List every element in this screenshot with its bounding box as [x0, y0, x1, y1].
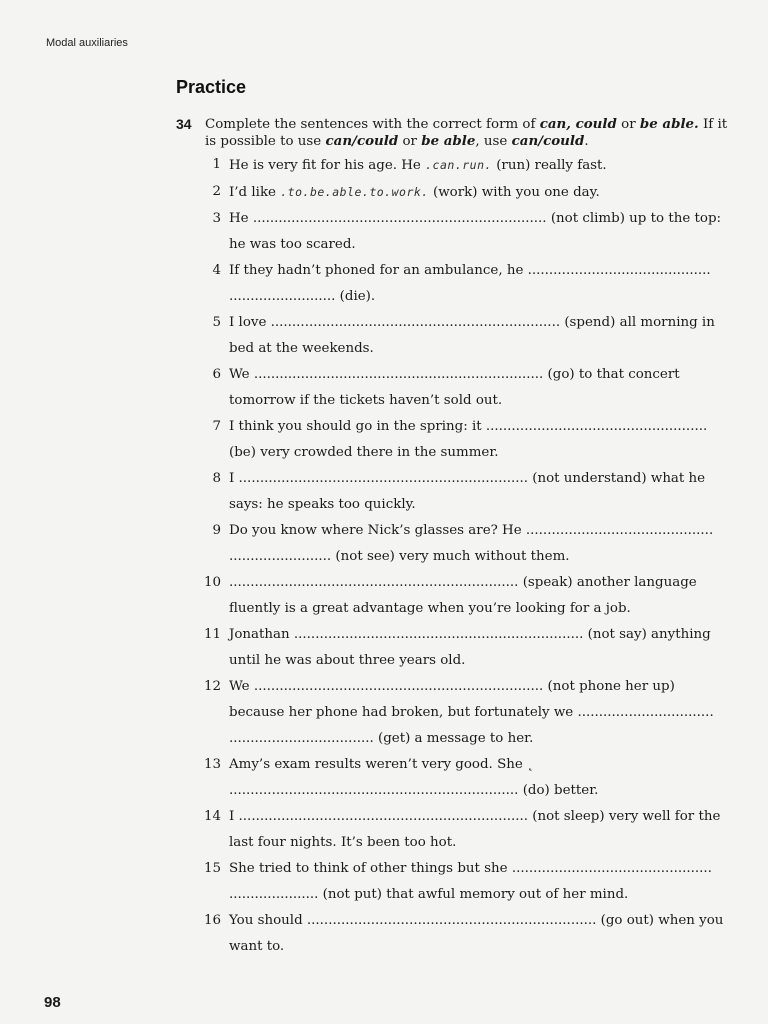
exercise-item: [203, 674, 725, 752]
running-head: Modal auxiliaries: [46, 37, 128, 49]
item-number: 9: [212, 523, 221, 538]
instruction-emphasis: can/could: [325, 133, 399, 149]
item-text: I .................................................................... (not sleep) very well for the last four nights. It’s been too hot.: [229, 809, 721, 850]
item-text: I’d like: [229, 185, 281, 200]
item-text: We .................................................................... (go) to that concert tomorrow if the tickets haven’t sold out.: [229, 367, 680, 408]
instruction-emphasis: be able: [421, 133, 476, 149]
item-number: 13: [203, 757, 221, 772]
exercise-instruction: [205, 116, 735, 150]
instruction-text: If it is possible to use: [205, 117, 728, 149]
instruction-text: , use: [475, 134, 512, 149]
exercise-item: [203, 570, 725, 622]
exercise-item: [203, 622, 725, 674]
item-text: Jonathan .................................................................... (not say) anything until he was about three years old.: [229, 627, 711, 668]
filled-answer: .to.be.able.to.work.: [280, 185, 429, 199]
item-text: Do you know where Nick’s glasses are? He ............................................ ........................ (not see) very much without them.: [229, 523, 714, 564]
item-text: I .................................................................... (not understand) what he says: he speaks too quickly.: [229, 471, 706, 512]
item-text: She tried to think of other things but she ............................................... ..................... (not put) that awful memory out of her mind.: [229, 861, 712, 902]
item-text: He ..................................................................... (not climb) up to the top: he was too scared.: [229, 211, 722, 252]
exercise-item: [212, 518, 725, 570]
item-text: If they hadn’t phoned for an ambulance, he ........................................... ......................... (die).: [229, 263, 711, 304]
instruction-emphasis: can/could: [511, 133, 585, 149]
item-number: 8: [212, 471, 221, 486]
exercise-item: [212, 152, 725, 179]
exercise-item: [212, 414, 725, 466]
item-number: 15: [203, 861, 221, 876]
item-text: I love .................................................................... (spend) all morning in bed at the weekends.: [229, 315, 715, 356]
exercise-item: [203, 804, 725, 856]
instruction-emphasis: can, could: [539, 116, 617, 132]
filled-answer: .can.run.: [425, 158, 492, 172]
exercise-item: [212, 179, 725, 206]
section-title: Practice: [176, 77, 247, 97]
item-text: (work) with you one day.: [428, 185, 600, 200]
item-number: 16: [203, 913, 221, 928]
exercise: [176, 116, 736, 960]
instruction-emphasis: be able.: [639, 116, 699, 132]
exercise-item: [212, 466, 725, 518]
item-text: He is very fit for his age. He: [229, 158, 426, 173]
item-number: 4: [212, 263, 221, 278]
page-number: 98: [44, 994, 61, 1011]
item-text: Amy’s exam results weren’t very good. She ˛ .................................................................... (do) better.: [229, 757, 599, 798]
exercise-item: [203, 908, 725, 960]
item-text: .................................................................... (speak) another language fluently is a great advantage when you’re looking for a job.: [229, 575, 697, 616]
item-text: (run) really fast.: [491, 158, 607, 173]
item-number: 3: [212, 211, 221, 226]
item-number: 10: [203, 575, 221, 590]
item-number: 14: [203, 809, 221, 824]
item-text: I think you should go in the spring: it .................................................... (be) very crowded there in the summer.: [229, 419, 708, 460]
instruction-text: .: [584, 134, 589, 149]
exercise-item: [212, 258, 725, 310]
item-text: You should .................................................................... (go out) when you want to.: [229, 913, 724, 954]
item-number: 1: [212, 157, 221, 172]
instruction-text: or: [616, 117, 640, 132]
instruction-text: or: [398, 134, 422, 149]
exercise-number: 34: [176, 116, 192, 132]
exercise-item: [212, 310, 725, 362]
item-number: 6: [212, 367, 221, 382]
item-text: We .................................................................... (not phone her up) because her phone had broken, but fortunately we ................................ .................................. (get) a message to her.: [229, 679, 714, 746]
exercise-item: [212, 362, 725, 414]
exercise-item: [203, 752, 725, 804]
item-number: 12: [203, 679, 221, 694]
item-number: 11: [203, 627, 221, 642]
exercise-item: [212, 206, 725, 258]
instruction-text: Complete the sentences with the correct form of: [205, 117, 540, 132]
item-number: 7: [212, 419, 221, 434]
exercise-item: [203, 856, 725, 908]
item-number: 5: [212, 315, 221, 330]
exercise-items: [176, 152, 736, 960]
item-number: 2: [212, 184, 221, 199]
